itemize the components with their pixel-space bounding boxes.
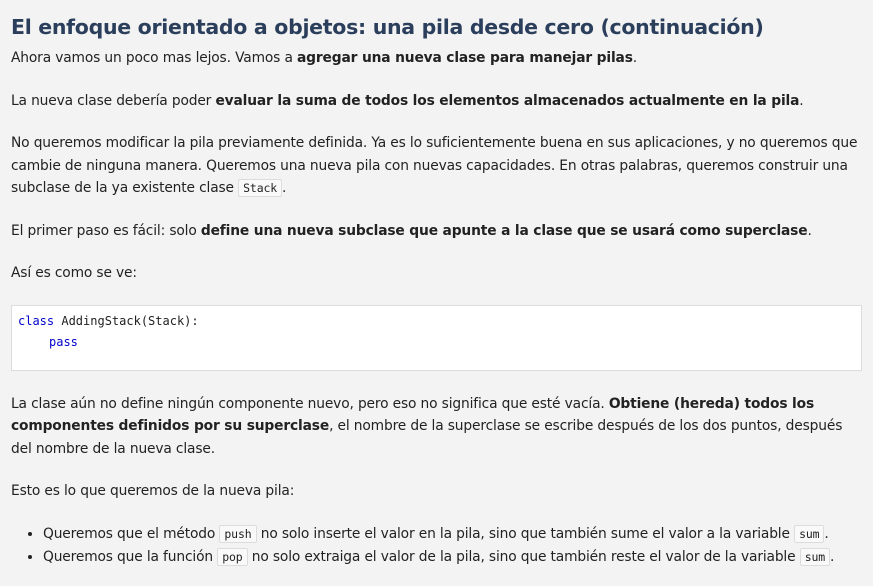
looks-like-paragraph: Así es como se ve: xyxy=(11,265,137,281)
bullet-text: no solo inserte el valor en la pila, sino que también sume el valor a la variable xyxy=(256,525,795,542)
code-line-1 xyxy=(18,311,855,332)
inheritance-paragraph xyxy=(11,393,862,461)
bullet-text: no solo extraiga el valor de la pila, sino que también reste el valor de la variable xyxy=(247,548,800,565)
subclass-paragraph xyxy=(11,132,862,200)
p1-post: . xyxy=(632,50,638,66)
bullet-text: Queremos que la función xyxy=(43,548,218,565)
class-declaration: AddingStack(Stack): xyxy=(54,313,199,328)
class-keyword: class xyxy=(18,313,55,328)
list-item xyxy=(43,546,862,569)
intro-paragraph xyxy=(11,47,862,70)
p3-text: No queremos modificar la pila previamente definida. Ya es lo suficientemente buena en sus aplicaciones, y no queremos que cambie de ninguna manera. Queremos una nueva pila con nuevas capacidades. En otras palabras, queremos construir una subclase de la ya existente clase xyxy=(11,135,858,196)
p6-post: , el nombre de la superclase se escribe después de los dos puntos, después del nombre de la nueva clase. xyxy=(11,418,843,457)
bullet-text: . xyxy=(830,548,835,565)
requirements-list xyxy=(11,523,862,569)
code-line-2 xyxy=(18,332,855,353)
p1-text: Ahora vamos un poco mas lejos. Vamos a xyxy=(11,50,297,66)
p2-post: . xyxy=(799,92,804,109)
p1-bold: agregar una nueva clase para manejar pilas xyxy=(297,50,633,66)
bullet-text: Queremos que el método xyxy=(43,525,220,542)
p4-text: El primer paso es fácil: solo xyxy=(11,222,201,239)
p6-text: La clase aún no define ningún componente nuevo, pero eso no significa que esté vacía. xyxy=(11,395,609,412)
sum-inline-code: sum xyxy=(800,548,830,566)
p2-bold: evaluar la suma de todos los elementos almacenados actualmente en la pila xyxy=(215,92,800,109)
p4-bold: define una nueva subclase que apunte a la clase que se usará como superclase xyxy=(200,222,808,239)
first-step-paragraph xyxy=(11,220,862,243)
pop-inline-code: pop xyxy=(217,548,247,566)
p2-text: La nueva clase debería poder xyxy=(11,92,216,109)
p6-bold: Obtiene (hereda) todos los componentes definidos por su superclase xyxy=(11,395,815,434)
pass-keyword: pass xyxy=(49,334,78,349)
new-class-paragraph xyxy=(11,90,862,113)
list-item xyxy=(43,523,862,546)
page-title: El enfoque orientado a objetos: una pila desde cero (continuación) xyxy=(11,15,764,39)
sum-inline-code: sum xyxy=(794,525,824,543)
bullet-text: . xyxy=(824,525,829,542)
push-inline-code: push xyxy=(219,525,256,543)
stack-inline-code: Stack xyxy=(238,179,282,197)
wants-paragraph: Esto es lo que queremos de la nueva pila: xyxy=(11,483,295,499)
code-block xyxy=(11,305,862,371)
p4-post: . xyxy=(807,222,812,239)
p3-post: . xyxy=(282,180,287,196)
